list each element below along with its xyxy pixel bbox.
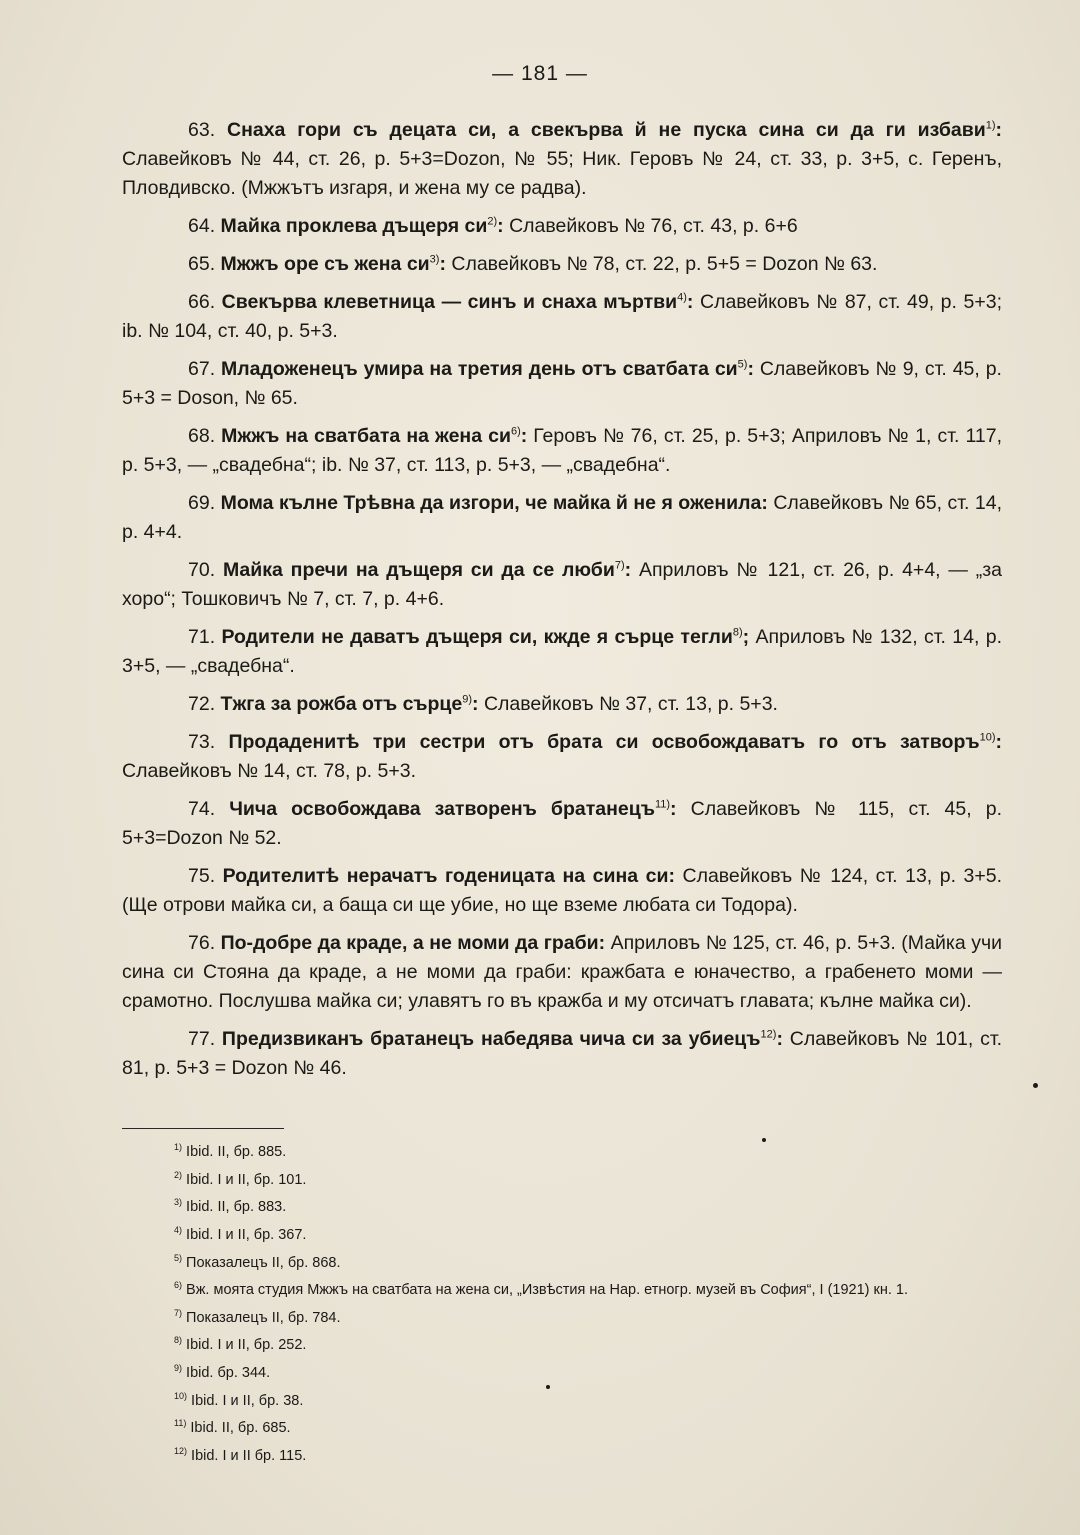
entry-separator: : (439, 253, 452, 275)
footnote (122, 1191, 1002, 1219)
entries-list (122, 116, 1002, 1092)
footnote (122, 1302, 1002, 1330)
entry-sources: Славейковъ № 14, ст. 78, р. 5+3. (122, 760, 417, 782)
entry-title: Мжжъ оре съ жена си (220, 253, 430, 275)
entry (122, 288, 1002, 346)
footnote-rule (122, 1128, 284, 1129)
entry (122, 250, 1002, 279)
entry-separator: : (995, 119, 1003, 141)
footnote-text: Ibid. I и II, бр. 367. (186, 1226, 307, 1243)
entry-separator: : (995, 731, 1002, 753)
entry-number: 64. (188, 215, 216, 237)
entry-title: Мжжъ на сватбата на жена си (221, 425, 511, 447)
entry-sources: Славейковъ № 101, ст. 81, р. 5+3 = Dozon № 46. (122, 1028, 1003, 1079)
footnote-reference: 8) (732, 626, 743, 639)
footnote-reference: 11) (654, 798, 671, 811)
entry-title: Снаха гори съ децата си, а свекърва й не пуска сина си да ги избави (227, 119, 986, 141)
footnote-text: Ibid. I и II бр. 115. (191, 1447, 307, 1464)
footnote-mark: 3) (174, 1197, 183, 1208)
entry-number: 74. (188, 798, 216, 820)
footnote-reference: 9) (462, 693, 473, 706)
entry-sources: Славейковъ № 78, ст. 22, р. 5+5 = Dozon № 63. (451, 253, 878, 275)
footnote-text: Ibid. I и II, бр. 101. (186, 1171, 307, 1188)
ink-speck (1033, 1083, 1038, 1088)
footnote-reference: 10) (979, 731, 996, 744)
entry-separator: : (747, 358, 760, 380)
entry-number: 73. (188, 731, 216, 753)
footnote-mark: 7) (174, 1307, 183, 1318)
footnote-mark: 5) (174, 1252, 183, 1263)
entry-title: Мома кълне Трѣвна да изгори, че майка й не я оженила (220, 492, 762, 514)
footnote-text: Ibid. I и II, бр. 252. (186, 1337, 307, 1354)
entry-separator: : (598, 932, 611, 954)
footnote-mark: 12) (174, 1445, 188, 1456)
footnote (122, 1440, 1002, 1468)
entry-separator: : (520, 425, 534, 447)
entry (122, 728, 1002, 786)
entry (122, 489, 1002, 547)
entry-separator: : (670, 798, 691, 820)
entry-number: 75. (188, 865, 216, 887)
entry-sources: Геровъ № 76, ст. 25, р. 5+3; Априловъ № 1, ст. 117, р. 5+3, — „свадебна“; ib. № 37, ст. 113, р. 5+3, — „свадебна“. (122, 425, 1002, 476)
footnote (122, 1385, 1002, 1413)
entry-sources: Славейковъ № 37, ст. 13, р. 5+3. (483, 693, 778, 715)
entry-sources: Славейковъ № 115, ст. 45, р. 5+3=Dozon № 52. (122, 798, 1002, 849)
entry-title: Родителитѣ нерачатъ годеницата на сина си (222, 865, 669, 887)
footnote-reference: 3) (429, 253, 440, 266)
entry-title: По-добре да краде, а не моми да граби (220, 932, 599, 954)
footnote (122, 1329, 1002, 1357)
footnote-reference: 5) (737, 358, 748, 371)
entry-title: Тжга за рожба отъ сърце (220, 693, 463, 715)
ink-speck (546, 1385, 550, 1389)
entry-number: 77. (188, 1028, 216, 1050)
entry (122, 116, 1002, 203)
footnote-reference: 7) (614, 559, 625, 572)
footnote-mark: 10) (174, 1390, 188, 1401)
entry-number: 71. (188, 626, 216, 648)
entry (122, 862, 1002, 920)
entry-number: 63. (188, 119, 216, 141)
entry (122, 795, 1002, 853)
entry (122, 212, 1002, 241)
footnote-reference: 2) (487, 215, 498, 228)
footnote-mark: 11) (174, 1418, 187, 1429)
entry-sources: Априловъ № 132, ст. 14, р. 3+5, — „свадебна“. (122, 626, 1002, 677)
entry (122, 422, 1002, 480)
entry-number: 65. (188, 253, 216, 275)
footnote-reference: 6) (510, 425, 521, 438)
entry-separator: ; (742, 626, 756, 648)
footnote-reference: 4) (677, 291, 687, 304)
entry-title: Продаденитѣ три сестри отъ брата си освобождаватъ го отъ затворъ (228, 731, 980, 753)
entry-number: 68. (188, 425, 216, 447)
footnotes-list (122, 1136, 1002, 1468)
entry-title: Младоженецъ умира на третия день отъ сватбата си (221, 358, 738, 380)
entry-separator: : (497, 215, 510, 237)
entry-sources: Априловъ № 125, ст. 46, р. 5+3. (Майка учи сина си Стояна да краде, а не моми да граби: кражбата е юначество, а грабенето моми — срамотно. Послушва майка си; улавятъ го въ кражба и му отсичатъ главата; кълне майка си). (122, 932, 1003, 1012)
entry-sources: Славейковъ № 65, ст. 14, р. 4+4. (122, 492, 1002, 543)
footnote (122, 1164, 1002, 1192)
entry-sources: Славейковъ № 44, ст. 26, р. 5+3=Dozon, № 55; Ник. Геровъ № 24, ст. 33, р. 3+5, с. Геренъ, Пловдивско. (Мжжътъ изгаря, и жена му се радва). (122, 148, 1002, 199)
footnote-reference: 12) (760, 1028, 777, 1041)
entry-sources: Славейковъ № 9, ст. 45, р. 5+3 = Doson, № 65. (122, 358, 1002, 409)
entry-separator: : (686, 291, 700, 313)
entry-title: Свекърва клеветница — синъ и снаха мъртви (221, 291, 678, 313)
entry-separator: : (472, 693, 484, 715)
entry (122, 556, 1002, 614)
entry (122, 623, 1002, 681)
footnote-text: Ibid. II, бр. 685. (190, 1420, 291, 1437)
entry (122, 1025, 1002, 1083)
entry-number: 67. (188, 358, 216, 380)
entry (122, 355, 1002, 413)
footnote (122, 1274, 1002, 1302)
footnote-text: Ibid. бр. 344. (186, 1364, 271, 1381)
entry-number: 76. (188, 932, 216, 954)
footnote (122, 1136, 1002, 1164)
footnote-text: Ibid. II, бр. 883. (186, 1199, 287, 1216)
entry-title: Майка проклева дъщеря си (220, 215, 488, 237)
entry-separator: : (668, 865, 683, 887)
footnote-text: Ibid. II, бр. 885. (186, 1143, 287, 1160)
entry-title: Родители не даватъ дъщеря си, кжде я сърце тегли (221, 626, 733, 648)
entry-number: 66. (188, 291, 216, 313)
footnote-text: Вж. моята студия Мжжъ на сватбата на жена си, „Извѣстия на Нар. етногр. музей въ София“, I (1921) кн. 1. (186, 1281, 909, 1298)
entry (122, 690, 1002, 719)
entry (122, 929, 1002, 1016)
entry-number: 72. (188, 693, 216, 715)
footnote (122, 1219, 1002, 1247)
footnote-mark: 2) (174, 1169, 183, 1180)
entry-separator: : (761, 492, 774, 514)
footnote-text: Показалецъ II, бр. 784. (186, 1309, 341, 1326)
entry-separator: : (624, 559, 639, 581)
footnote-mark: 4) (174, 1224, 183, 1235)
footnote-text: Ibid. I и II, бр. 38. (191, 1392, 304, 1409)
entry-sources: Славейковъ № 124, ст. 13, р. 3+5. (Ще отрови майка си, а баща си ще убие, но ще вземе любата си Тодора). (122, 865, 1002, 916)
footnote-mark: 8) (174, 1335, 183, 1346)
footnote-mark: 6) (174, 1280, 183, 1291)
entry-number: 70. (188, 559, 216, 581)
footnote-text: Показалецъ II, бр. 868. (186, 1254, 341, 1271)
entry-title: Предизвиканъ братанецъ набедява чича си за убиецъ (221, 1028, 761, 1050)
footnote-reference: 1) (985, 119, 996, 132)
footnote-mark: 9) (174, 1363, 183, 1373)
footnote (122, 1247, 1002, 1275)
entry-separator: : (776, 1028, 790, 1050)
entry-sources: Славейковъ № 76, ст. 43, р. 6+6 (509, 215, 798, 237)
entry-sources: Априловъ № 121, ст. 26, р. 4+4, — „за хоро“; Тошковичъ № 7, ст. 7, р. 4+6. (122, 559, 1002, 610)
entry-title: Майка пречи на дъщеря си да се люби (222, 559, 615, 581)
entry-title: Чича освобождава затворенъ братанецъ (229, 798, 655, 820)
entry-sources: Славейковъ № 87, ст. 49, р. 5+3; ib. № 104, ст. 40, р. 5+3. (122, 291, 1002, 342)
footnote-mark: 1) (174, 1142, 183, 1152)
ink-speck (762, 1138, 766, 1142)
entry-number: 69. (188, 492, 216, 514)
page-number: — 181 — (492, 62, 588, 85)
footnote (122, 1357, 1002, 1385)
footnote (122, 1412, 1002, 1440)
